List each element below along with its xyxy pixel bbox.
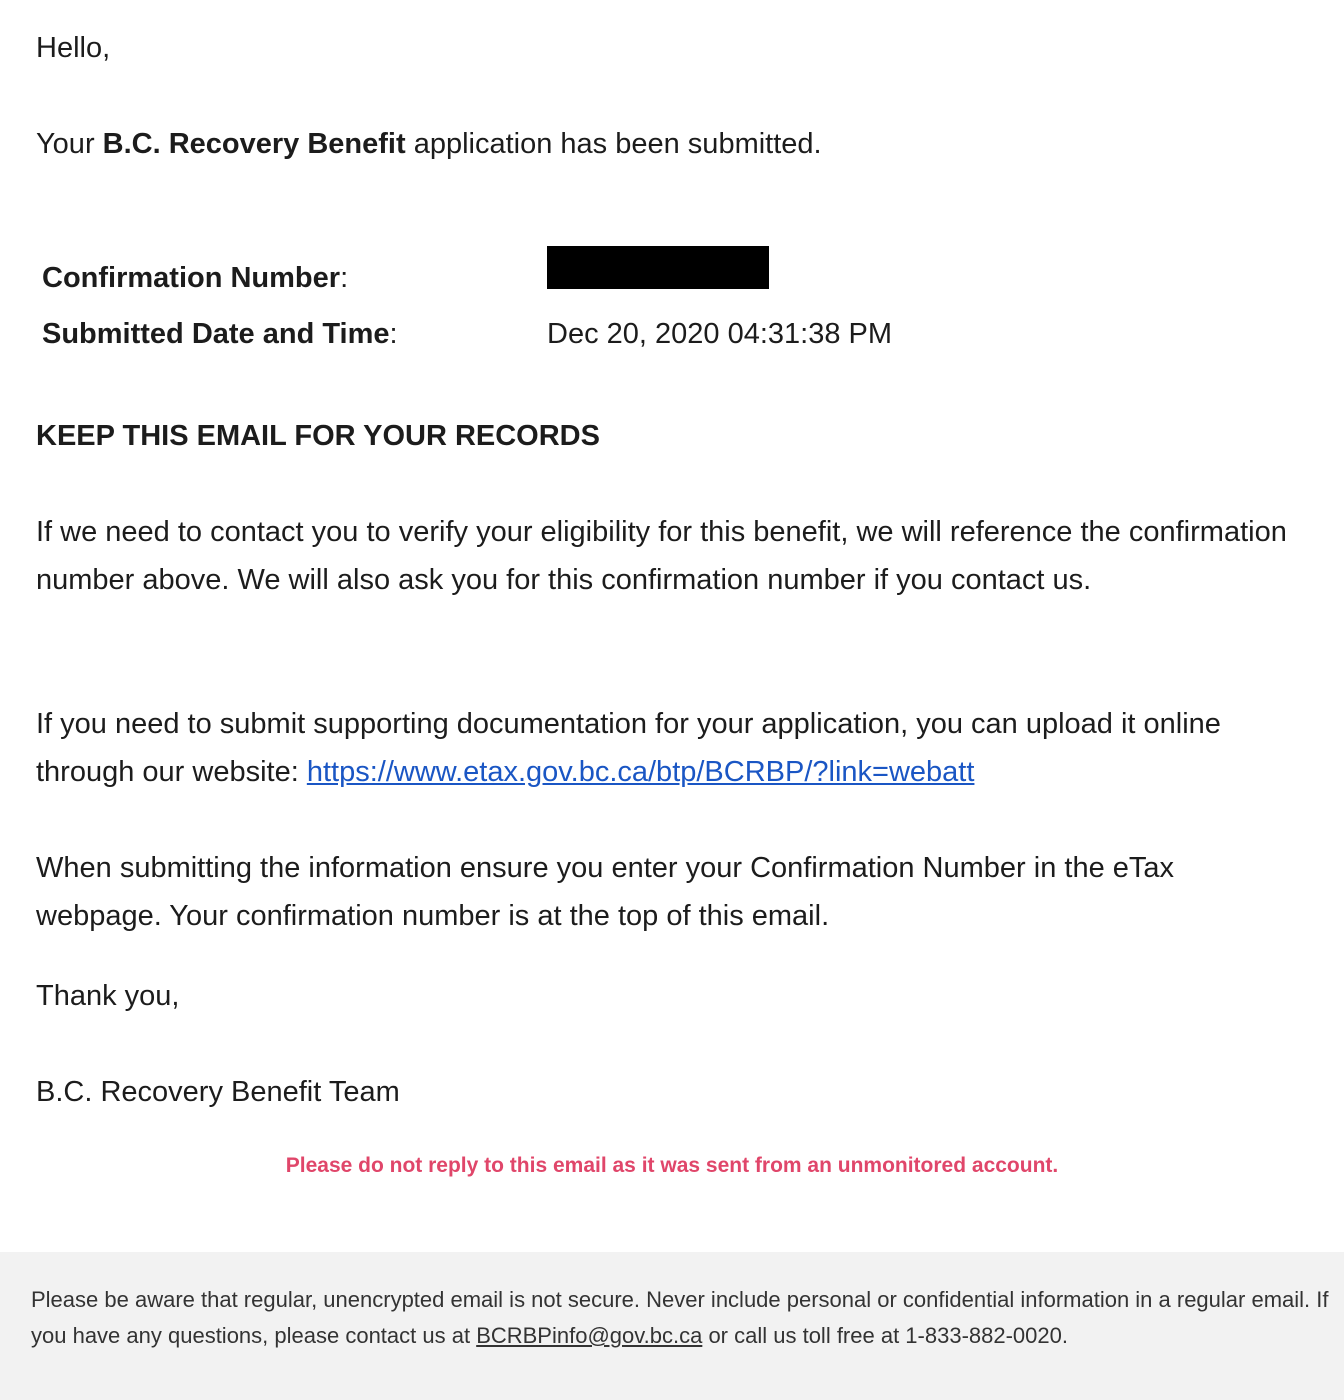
- security-footer: [0, 1252, 1344, 1400]
- thanks-text: Thank you,: [36, 980, 180, 1012]
- verification-paragraph: If we need to contact you to verify your eligibility for this benefit, we will reference the confirmation number above. We will also ask you for this confirmation number if you contact us.: [36, 516, 1287, 596]
- upload-paragraph: [36, 700, 1296, 796]
- instructions-paragraph: When submitting the information ensure you enter your Confirmation Number in the eTax webpage. Your confirmation number is at the top of this email.: [36, 852, 1175, 932]
- intro-prefix: Your: [36, 128, 103, 160]
- upload-text: If you need to submit supporting documentation for your application, you can upload it online through our website:: [36, 708, 1221, 788]
- confirmation-row: [42, 254, 1042, 302]
- footer-text-suffix: or call us toll free at 1-833-882-0020.: [702, 1323, 1068, 1348]
- footer-text-prefix: Please be aware that regular, unencrypted email is not secure. Never include personal or confidential information in a regular email. If you have any questions, please contact us at: [31, 1287, 1329, 1348]
- etax-link[interactable]: https://www.etax.gov.bc.ca/btp/BCRBP/?link=webatt: [306, 756, 975, 788]
- no-reply-warning: Please do not reply to this email as it was sent from an unmonitored account.: [285, 1154, 1059, 1177]
- intro-suffix: application has been submitted.: [405, 128, 822, 160]
- contact-email-link[interactable]: BCRBPinfo@gov.bc.ca: [476, 1323, 703, 1348]
- footer-text: [31, 1282, 1331, 1354]
- signature: B.C. Recovery Benefit Team: [36, 1076, 400, 1108]
- submitted-label: Submitted Date and Time:: [42, 318, 398, 350]
- redacted-confirmation-number: [547, 246, 769, 289]
- intro-text: [36, 120, 822, 168]
- greeting: Hello,: [36, 32, 111, 64]
- keep-heading: KEEP THIS EMAIL FOR YOUR RECORDS: [36, 420, 600, 452]
- submitted-value: Dec 20, 2020 04:31:38 PM: [547, 318, 893, 350]
- confirmation-label: Confirmation Number:: [42, 262, 349, 294]
- benefit-name: B.C. Recovery Benefit: [102, 128, 406, 160]
- submitted-row: [42, 310, 1042, 358]
